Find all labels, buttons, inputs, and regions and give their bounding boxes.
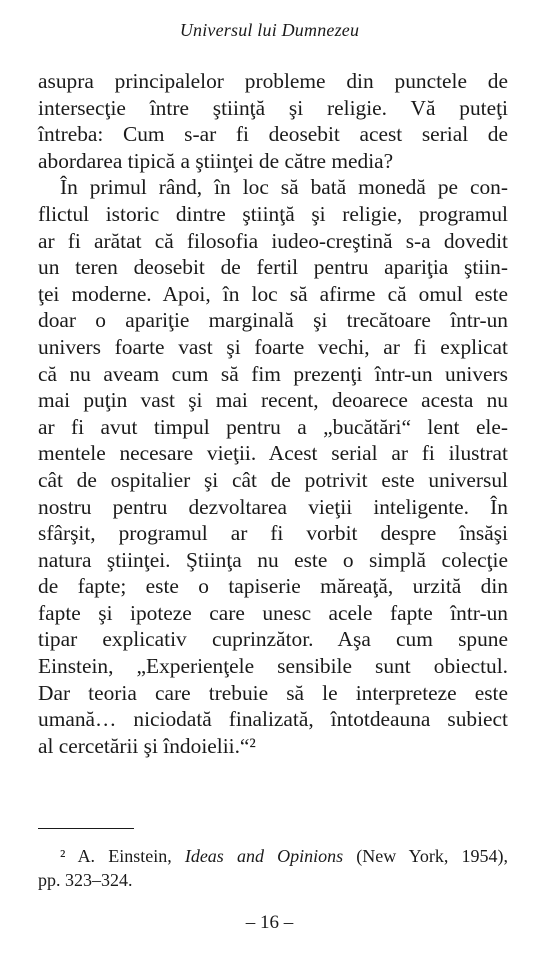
- body-line-7: ar fi arătat că filosofia iudeo-creştină s-a dovedit: [38, 228, 508, 253]
- body-line-22: tipar explicativ cuprinzător. Aşa cum spune: [38, 627, 508, 652]
- body-line-6: flictul istoric dintre ştiinţă şi religie, programul: [38, 201, 508, 226]
- body-line-20: de fapte; este o tapiserie măreaţă, urzită din: [38, 574, 508, 599]
- body-line-18: sfârşit, programul ar fi vorbit despre însăşi: [38, 521, 508, 546]
- footnote-line-1: [38, 844, 508, 868]
- body-line-26: al cercetării şi îndoielii.“²: [38, 733, 256, 758]
- body-line-12: că nu aveam cum să fim prezenţi într-un univers: [38, 361, 508, 386]
- body-line-10: doar o apariţie marginală şi trecătoare într-un: [38, 308, 508, 333]
- body-line-19: natura ştiinţei. Ştiinţa nu este o simplă colecţie: [38, 547, 508, 572]
- body-line-13: mai puţin vast şi mai recent, deoarece acesta nu: [38, 388, 508, 413]
- body-line-2: intersecţie între ştiinţă şi religie. Vă puteţi: [38, 95, 508, 120]
- body-paragraphs: [38, 68, 508, 759]
- footnote: [38, 844, 508, 892]
- body-line-17: nostru pentru dezvoltarea vieţii inteligente. În: [38, 494, 508, 519]
- body-line-15: mentele necesare vieţii. Acest serial ar fi ilustrat: [38, 441, 508, 466]
- footnote-line-2: pp. 323–324.: [38, 870, 133, 890]
- body-line-5: În primul rând, în loc să bată monedă pe con-: [60, 175, 508, 200]
- footnote-divider: [38, 828, 134, 829]
- body-line-1: asupra principalelor probleme din punctele de: [38, 69, 508, 93]
- body-line-24: Dar teoria care trebuie să le interpreteze este: [38, 680, 508, 705]
- body-line-14: ar fi avut timpul pentru a „bucătări“ lent ele-: [38, 414, 508, 439]
- body-line-8: un teren deosebit de fertil pentru apariţia ştiin-: [38, 255, 508, 280]
- body-line-16: cât de ospitalier şi cât de potrivit este universul: [38, 467, 508, 492]
- body-line-25: umană… niciodată finalizată, întotdeauna subiect: [38, 707, 508, 732]
- body-line-11: univers foarte vast şi foarte vechi, ar fi explicat: [38, 334, 508, 359]
- footnote-book-title: Ideas and Opinions: [184, 846, 344, 866]
- footnote-marker: ²: [60, 846, 66, 866]
- body-line-21: fapte şi ipoteze care unesc acele fapte într-un: [38, 600, 508, 625]
- page-number: – 16 –: [245, 912, 294, 933]
- footnote-author: A. Einstein,: [77, 846, 185, 866]
- body-line-4: abordarea tipică a ştiinţei de către media?: [38, 148, 394, 173]
- body-line-3: întreba: Cum s-ar fi deosebit acest serial de: [38, 122, 508, 147]
- running-head: Universul lui Dumnezeu: [179, 20, 360, 40]
- body-line-23: Einstein, „Experienţele sensibile sunt obiectul.: [38, 654, 508, 679]
- footnote-publication: (New York, 1954),: [343, 846, 508, 866]
- body-line-9: ţei moderne. Apoi, în loc să afirme că omul este: [38, 281, 508, 306]
